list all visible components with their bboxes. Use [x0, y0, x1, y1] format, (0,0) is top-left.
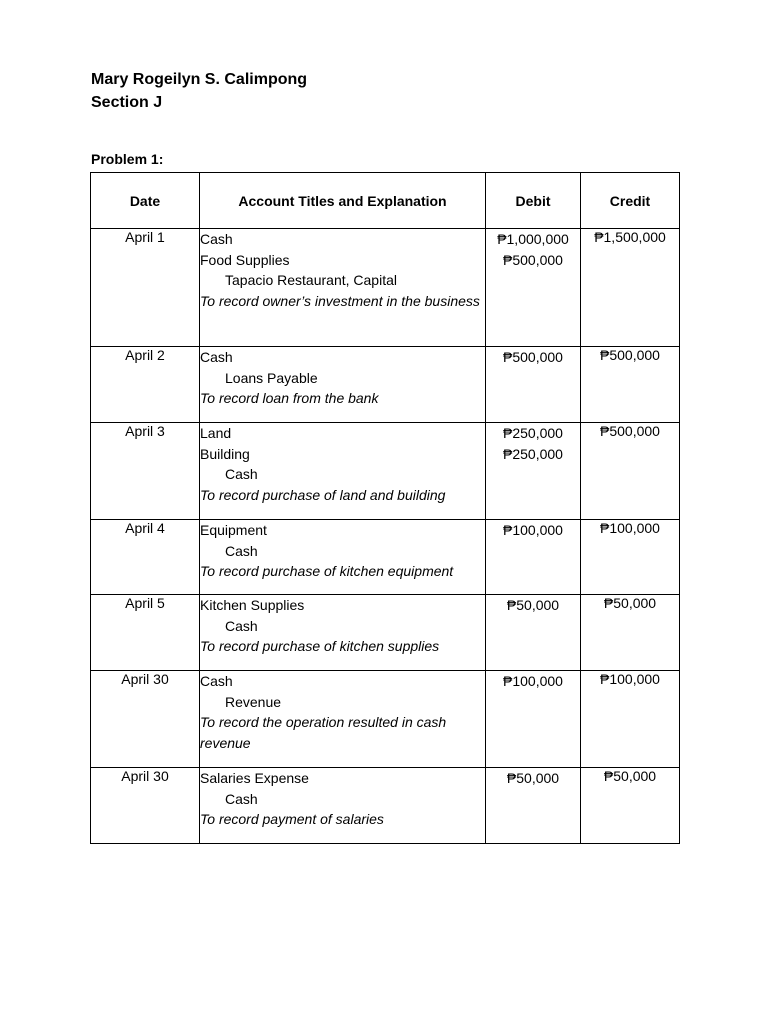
debit-account-title: Building — [200, 445, 250, 462]
entry-debit — [486, 520, 581, 595]
table-header-row — [91, 173, 680, 229]
entry-credit-amount: ₱500,000 — [581, 423, 680, 520]
debit-amount: ₱500,000 — [503, 349, 563, 365]
credit-account-title: Tapacio Restaurant, Capital — [225, 272, 397, 288]
debit-account-title: Cash — [200, 231, 233, 247]
entry-accounts — [200, 423, 486, 520]
credit-account-title: Loans Payable — [225, 369, 318, 386]
entry-date: April 3 — [91, 423, 200, 520]
entry-debit — [486, 423, 581, 520]
entry-date: April 2 — [91, 347, 200, 423]
credit-account-title: Revenue — [225, 693, 282, 710]
entry-explanation: To record the operation resulted in cash revenue — [200, 714, 447, 751]
credit-account-title: Cash — [225, 466, 258, 482]
entry-debit — [486, 347, 581, 423]
entry-accounts — [200, 347, 486, 423]
entry-credit-amount: ₱50,000 — [581, 768, 680, 844]
debit-amount: ₱500,000 — [503, 251, 563, 268]
author-name: Mary Rogeilyn S. Calimpong — [91, 71, 308, 88]
journal-table — [90, 172, 680, 844]
debit-account-title: Food Supplies — [200, 251, 290, 268]
debit-amount: ₱250,000 — [503, 425, 563, 441]
debit-amount: ₱250,000 — [503, 445, 563, 462]
entry-debit — [486, 595, 581, 671]
author-block — [91, 68, 307, 114]
entry-explanation: To record owner’s investment in the business — [200, 292, 480, 309]
debit-account-title: Cash — [200, 673, 233, 689]
entry-credit-amount: ₱500,000 — [581, 347, 680, 423]
section-label: Section J — [91, 94, 163, 111]
debit-account-title: Cash — [200, 349, 233, 365]
entry-accounts — [200, 520, 486, 595]
entry-date: April 1 — [91, 229, 200, 347]
accounts-column-header: Account Titles and Explanation — [200, 173, 486, 229]
debit-account-title: Equipment — [200, 522, 267, 538]
debit-account-title: Salaries Expense — [200, 770, 309, 786]
entry-explanation: To record payment of salaries — [200, 811, 384, 827]
credit-account-title: Cash — [225, 617, 258, 634]
entry-credit-amount: ₱50,000 — [581, 595, 680, 671]
debit-amount: ₱100,000 — [503, 673, 563, 689]
journal-entry-row — [91, 671, 680, 768]
journal-body — [91, 229, 680, 844]
entry-credit-amount: ₱100,000 — [581, 671, 680, 768]
entry-date: April 30 — [91, 671, 200, 768]
entry-explanation: To record purchase of kitchen equipment — [200, 563, 454, 579]
entry-date: April 5 — [91, 595, 200, 671]
debit-amount: ₱50,000 — [506, 770, 560, 786]
credit-account-title: Cash — [225, 542, 258, 559]
credit-account-title: Cash — [225, 790, 258, 807]
debit-account-title: Land — [200, 425, 232, 441]
entry-explanation: To record loan from the bank — [200, 390, 379, 406]
entry-date: April 30 — [91, 768, 200, 844]
entry-accounts — [200, 229, 486, 347]
entry-explanation: To record purchase of kitchen supplies — [200, 638, 440, 654]
debit-column-header: Debit — [486, 173, 581, 229]
credit-column-header: Credit — [581, 173, 680, 229]
journal-entry-row — [91, 520, 680, 595]
entry-accounts — [200, 595, 486, 671]
entry-debit — [486, 768, 581, 844]
entry-credit-amount: ₱100,000 — [581, 520, 680, 595]
entry-debit — [486, 671, 581, 768]
debit-amount: ₱100,000 — [503, 522, 563, 538]
entry-explanation: To record purchase of land and building — [200, 486, 446, 503]
journal-entry-row — [91, 423, 680, 520]
entry-date: April 4 — [91, 520, 200, 595]
journal-entry-row — [91, 768, 680, 844]
debit-account-title: Kitchen Supplies — [200, 597, 305, 613]
debit-amount: ₱50,000 — [506, 597, 560, 613]
problem-title: Problem 1: — [91, 151, 164, 167]
entry-accounts — [200, 768, 486, 844]
debit-amount: ₱1,000,000 — [497, 231, 569, 247]
entry-debit — [486, 229, 581, 347]
entry-accounts — [200, 671, 486, 768]
journal-entry-row — [91, 595, 680, 671]
journal-entry-row — [91, 347, 680, 423]
date-column-header: Date — [91, 173, 200, 229]
journal-entry-row — [91, 229, 680, 347]
entry-credit-amount: ₱1,500,000 — [581, 229, 680, 347]
